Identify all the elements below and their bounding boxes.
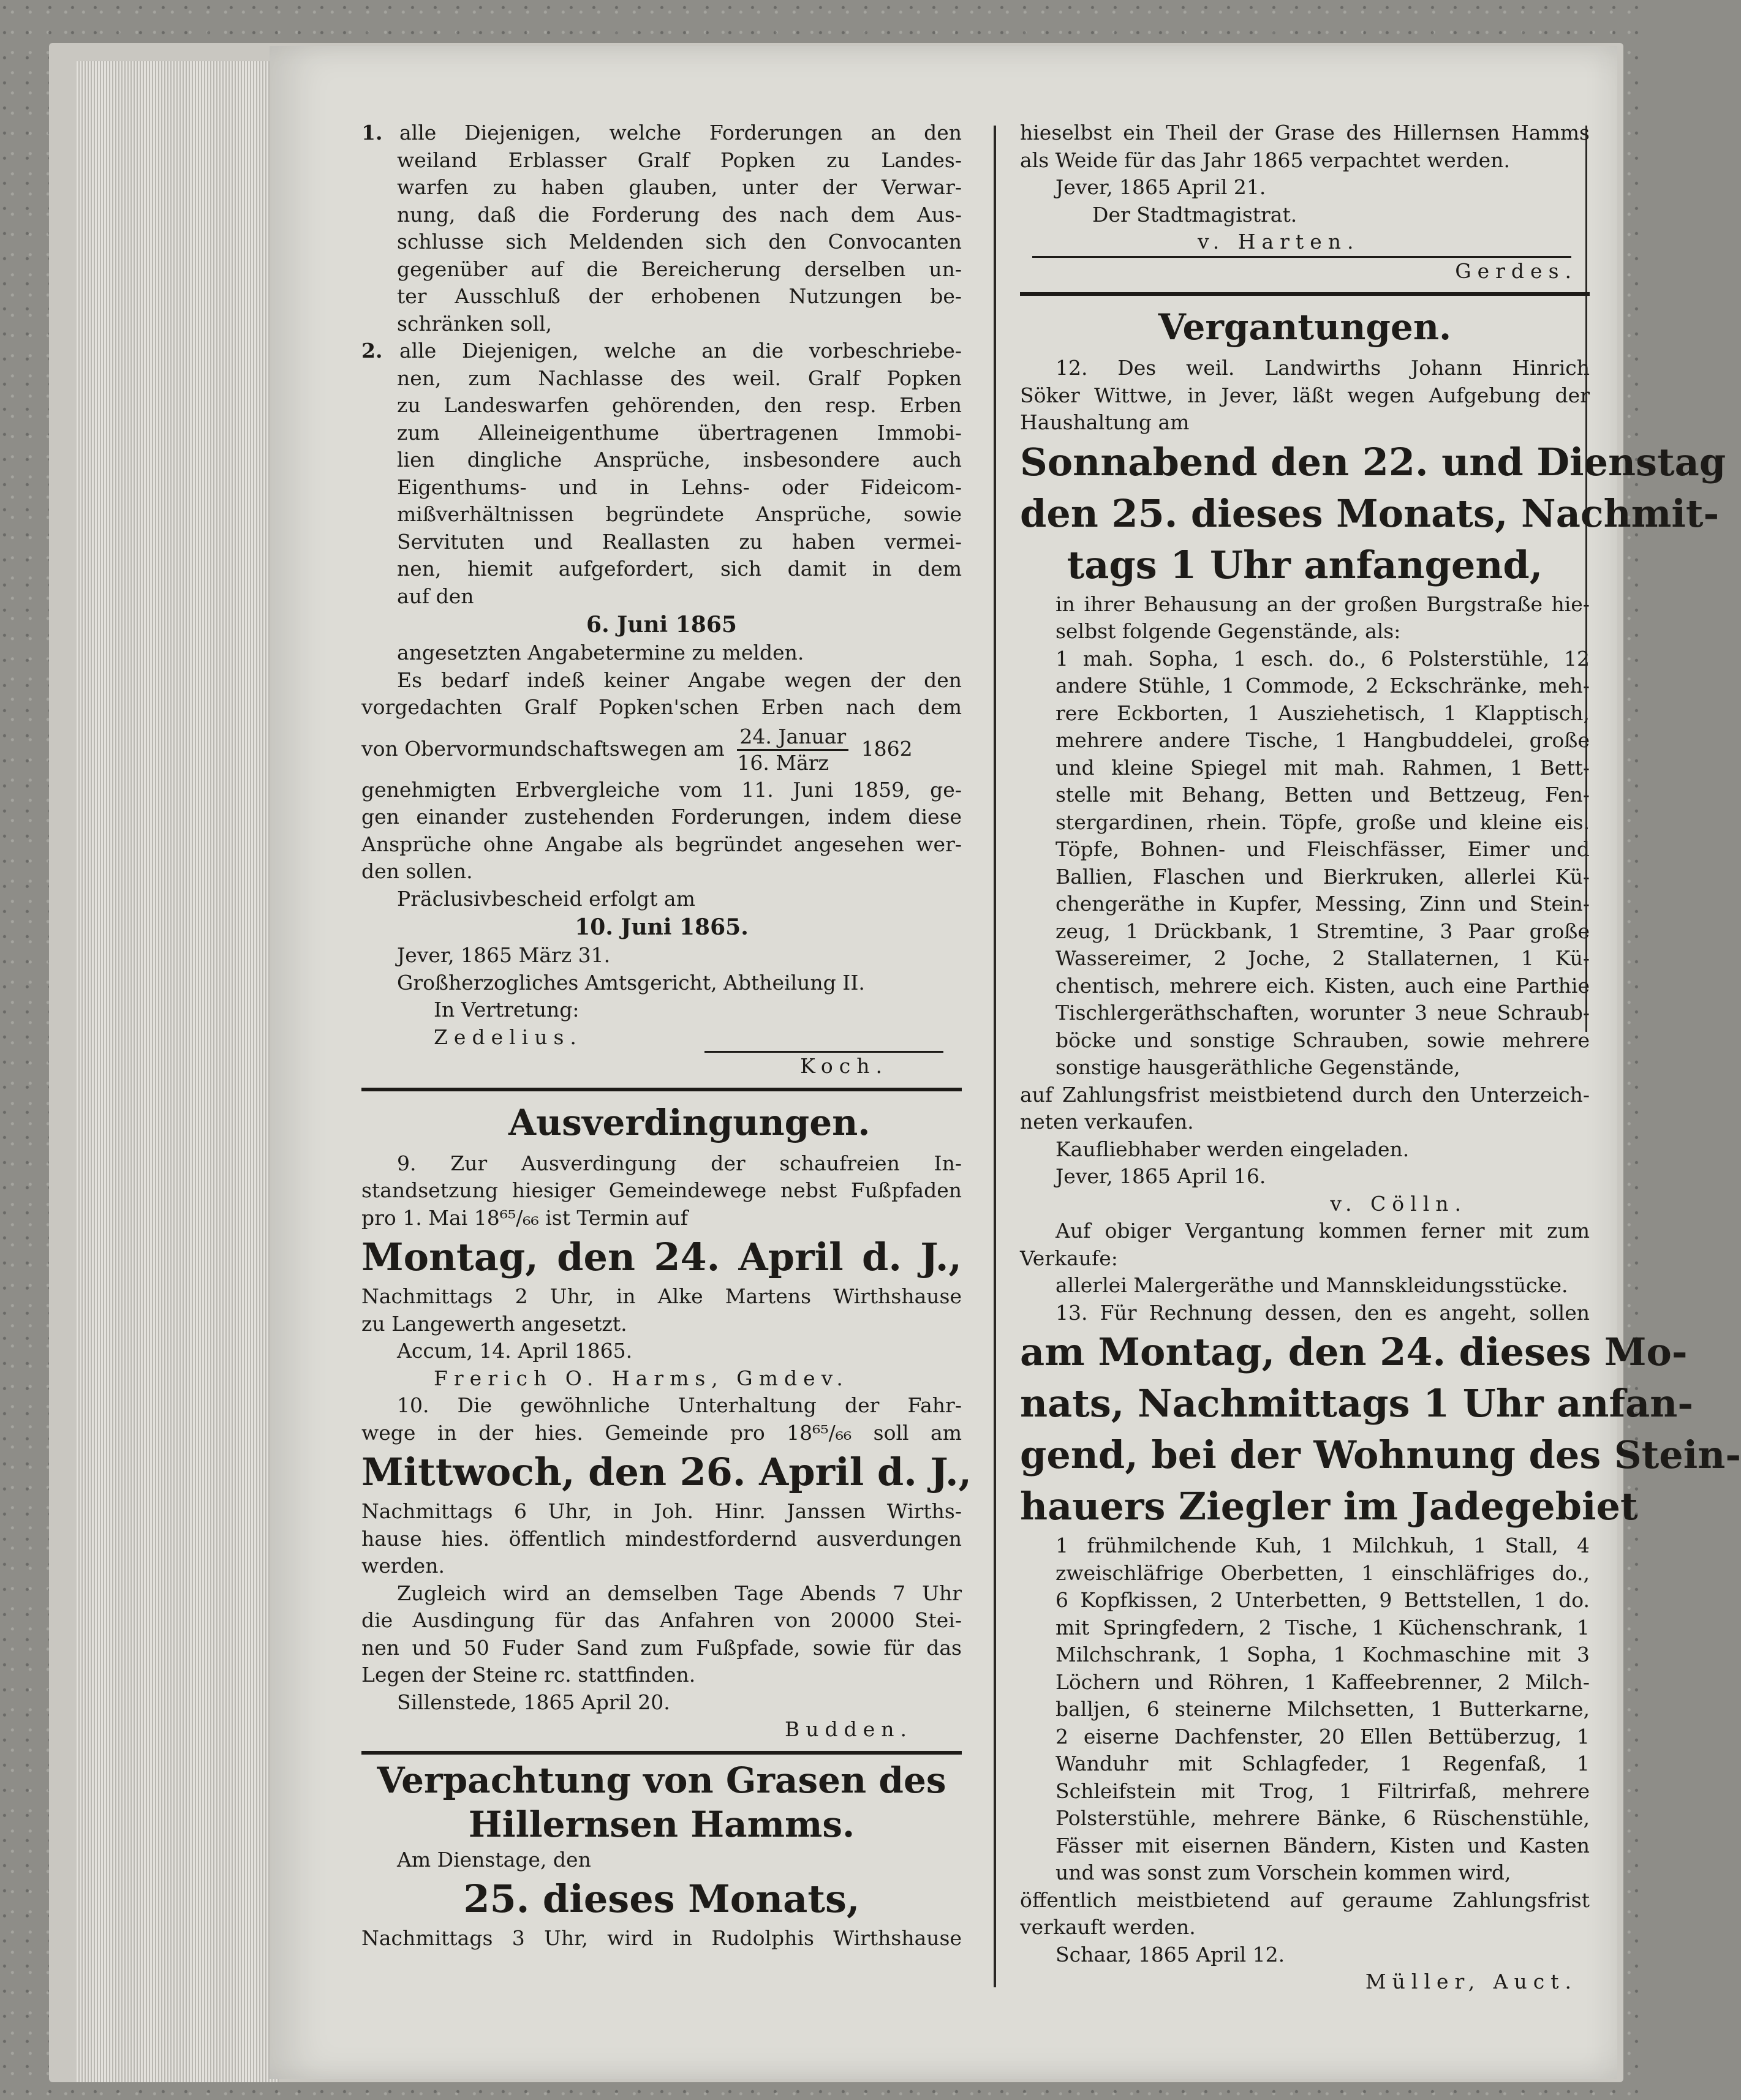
text-line: auf den	[397, 584, 474, 608]
list-line: Milchschrank, 1 Sopha, 1 Kochmaschine mit 3	[1056, 1643, 1590, 1666]
section-heading-verpachtung: Verpachtung von Grasen des	[377, 1759, 946, 1801]
text-line: Am Dienstage, den	[397, 1847, 591, 1872]
text-line: weiland Erblasser Gralf Popken zu Landes-	[397, 148, 962, 172]
text-line: Kaufliebhaber werden eingeladen.	[1056, 1137, 1410, 1161]
text-line: Verkaufe:	[1020, 1246, 1118, 1270]
big-date-line: hauers Ziegler im Jadegebiet	[1020, 1484, 1638, 1529]
list-line: sonstige hausgeräthliche Gegenstände,	[1056, 1055, 1460, 1079]
big-date-line: Mittwoch, den 26. April d. J.,	[361, 1450, 972, 1494]
text-line: Haushaltung am	[1020, 410, 1190, 434]
section-heading-verpachtung-2: Hillernsen Hamms.	[468, 1803, 855, 1845]
text-line: Präclusivbescheid erfolgt am	[397, 886, 695, 911]
text-line: 9. Zur Ausverdingung der schaufreien In-	[397, 1151, 962, 1175]
signature: Zedelius.	[434, 1025, 583, 1049]
signature: Koch.	[800, 1054, 888, 1078]
place-date: Sillenstede, 1865 April 20.	[397, 1690, 670, 1714]
text-line: neten verkaufen.	[1020, 1110, 1194, 1134]
text-line: gegenüber auf die Bereicherung derselben un-	[397, 257, 962, 281]
signature: Budden.	[784, 1717, 913, 1741]
big-date-line: gend, bei der Wohnung des Stein-	[1020, 1432, 1741, 1477]
text-line: selbst folgende Gegenstände, als:	[1056, 619, 1401, 643]
text-line: nen, zum Nachlasse des weil. Gralf Popken	[397, 366, 962, 390]
text-line: zu Landeswarfen gehörenden, den resp. Erben	[397, 393, 962, 417]
text-line: 10. Die gewöhnliche Unterhaltung der Fahr-	[397, 1393, 962, 1417]
text-line: Ansprüche ohne Angabe als begründet angesehen wer-	[361, 832, 962, 856]
signature: Müller, Auct.	[1365, 1970, 1577, 1993]
list-line: Wanduhr mit Schlagfeder, 1 Regenfaß, 1	[1056, 1752, 1590, 1775]
text-line: Servituten und Reallasten zu haben vermei-	[397, 529, 962, 554]
list-line: 6 Kopfkissen, 2 Unterbetten, 9 Bettstellen, 1 do.	[1056, 1588, 1590, 1612]
text-line: alle Diejenigen, welche Forderungen an den	[399, 121, 962, 145]
page-stack-edge	[77, 61, 279, 2082]
section-divider	[1020, 292, 1590, 296]
text-line: 12. Des weil. Landwirths Johann Hinrich	[1056, 356, 1590, 380]
column-divider	[994, 126, 996, 1987]
list-line: stergardinen, rhein. Töpfe, große und kleine eis.	[1056, 810, 1590, 834]
left-column	[361, 119, 972, 1952]
text-line: vorgedachten Gralf Popken'schen Erben nach dem	[361, 695, 962, 719]
place-date: Jever, 1865 März 31.	[397, 943, 611, 967]
text-line: öffentlich meistbietend auf geraume Zahlungsfrist	[1020, 1887, 1590, 1912]
list-line: Wassereimer, 2 Joche, 2 Stallaternen, 1 Kü-	[1056, 946, 1590, 970]
list-number: 2.	[361, 339, 383, 363]
text-line: Eigenthums- und in Lehns- oder Fideicom-	[397, 475, 962, 499]
section-heading-vergantungen: Vergantungen.	[1158, 306, 1452, 348]
place-date: Accum, 14. April 1865.	[397, 1339, 633, 1363]
list-line: balljen, 6 steinerne Milchsetten, 1 Butterkarne,	[1056, 1697, 1590, 1721]
big-date-line: Sonnabend den 22. und Dienstag	[1020, 439, 1726, 484]
termin-date: 6. Juni 1865	[586, 612, 737, 638]
text-line: standsetzung hiesiger Gemeindewege nebst Fußpfaden	[361, 1178, 962, 1202]
list-line: chengeräthe in Kupfer, Messing, Zinn und Stein-	[1056, 892, 1590, 916]
list-line: Schleifstein mit Trog, 1 Filtrirfaß, mehrere	[1056, 1778, 1590, 1803]
list-line: und kleine Spiegel mit mah. Rahmen, 1 Bett-	[1056, 755, 1590, 780]
text-line: den sollen.	[361, 859, 473, 883]
text-line: lien dingliche Ansprüche, insbesondere auch	[397, 448, 962, 472]
big-date-line: tags 1 Uhr anfangend,	[1067, 542, 1543, 587]
list-line: Fässer mit eisernen Bändern, Kisten und Kasten	[1056, 1833, 1590, 1857]
text-line: hause hies. öffentlich mindestfordernd ausverdungen	[361, 1526, 962, 1551]
text-line: alle Diejenigen, welche an die vorbeschriebe-	[399, 339, 962, 363]
list-line: Löchern und Röhren, 1 Kaffeebrenner, 2 Milch-	[1056, 1669, 1590, 1694]
praeclusiv-date: 10. Juni 1865.	[575, 914, 749, 940]
section-heading-ausverdingungen: Ausverdingungen.	[508, 1101, 870, 1143]
place-date: Jever, 1865 April 21.	[1056, 175, 1266, 199]
text-line: schränken soll,	[397, 311, 553, 336]
right-column	[1020, 119, 1741, 1996]
list-line: rere Eckborten, 1 Ausziehetisch, 1 Klapptisch,	[1056, 701, 1590, 725]
list-number: 1.	[361, 121, 383, 145]
text-line: 13. Für Rechnung dessen, den es angeht, sollen	[1056, 1300, 1590, 1325]
date-fraction	[737, 724, 848, 775]
text-line: in ihrer Behausung an der großen Burgstraße hie-	[1056, 592, 1590, 616]
fraction-year: 1862	[861, 736, 913, 761]
text-line: gen einander zustehenden Forderungen, indem diese	[361, 805, 962, 829]
text-line: ter Ausschluß der erhobenen Nutzungen be-	[397, 284, 962, 308]
place-date: Schaar, 1865 April 12.	[1056, 1942, 1285, 1966]
text-line: zu Langewerth angesetzt.	[361, 1311, 627, 1336]
list-line: mehrere andere Tische, 1 Hangbuddelei, große	[1056, 728, 1590, 752]
list-line: chentisch, mehrere eich. Kisten, auch eine Parthie	[1056, 973, 1590, 998]
text-line: warfen zu haben glauben, unter der Verwar-	[397, 175, 962, 199]
signature: v. Cölln.	[1330, 1191, 1467, 1216]
list-line: stelle mit Behang, Betten und Bettzeug, Fen-	[1056, 783, 1590, 807]
text-line: von Obervormundschaftswegen am	[361, 736, 725, 761]
section-divider	[361, 1751, 962, 1755]
text-line: nen und 50 Fuder Sand zum Fußpfade, sowie für das	[361, 1635, 962, 1660]
text-line: auf Zahlungsfrist meistbietend durch den Unterzeich-	[1020, 1082, 1590, 1107]
newspaper-page	[270, 46, 1741, 2079]
list-line: zweischläfrige Oberbetten, 1 einschläfriges do.,	[1056, 1560, 1590, 1585]
text-line: nen, hiemit aufgefordert, sich damit in dem	[397, 557, 962, 581]
big-date-line: am Montag, den 24. dieses Mo-	[1020, 1330, 1688, 1374]
list-line: Ballien, Flaschen und Bierkruken, allerlei Kü-	[1056, 864, 1590, 889]
signature: Frerich O. Harms, Gmdev.	[434, 1366, 849, 1390]
text-line: Nachmittags 2 Uhr, in Alke Martens Wirthshause	[361, 1284, 962, 1308]
text-line: werden.	[361, 1554, 445, 1578]
signature: v. Harten.	[1198, 230, 1360, 254]
text-line: Zugleich wird an demselben Tage Abends 7 Uhr	[397, 1581, 962, 1605]
list-line: allerlei Malergeräthe und Mannskleidungsstücke.	[1056, 1273, 1568, 1297]
text-line: Auf obiger Vergantung kommen ferner mit zum	[1056, 1219, 1590, 1243]
list-line: 1 mah. Sopha, 1 esch. do., 6 Polsterstühle, 12	[1056, 646, 1590, 671]
text-line: pro 1. Mai 18⁶⁵/₆₆ ist Termin auf	[361, 1205, 688, 1230]
text-line: Es bedarf indeß keiner Angabe wegen der den	[397, 668, 962, 692]
list-line: Tischlergeräthschaften, worunter 3 neue Schraub-	[1056, 1001, 1590, 1025]
text-line: schlusse sich Meldenden sich den Convocanten	[397, 230, 962, 254]
list-item-2	[361, 337, 962, 610]
big-date-line: 25. dieses Monats,	[463, 1876, 860, 1921]
place-date: Jever, 1865 April 16.	[1056, 1164, 1266, 1188]
text-line: verkauft werden.	[1020, 1915, 1196, 1939]
fraction-line	[361, 721, 962, 777]
fraction-top: 24. Januar	[737, 724, 848, 751]
list-line: mit Springfedern, 2 Tische, 1 Küchenschrank, 1	[1056, 1615, 1590, 1639]
fraction-bottom: 16. März	[737, 751, 829, 775]
list-line: 1 frühmilchende Kuh, 1 Milchkuh, 1 Stall, 4	[1056, 1534, 1590, 1557]
text-line: zum Alleineigenthume übertragenen Immobi-	[397, 420, 962, 445]
text-line: In Vertretung:	[434, 998, 580, 1022]
text-line: die Ausdingung für das Anfahren von 20000 Stei-	[361, 1608, 962, 1632]
text-line: als Weide für das Jahr 1865 verpachtet werden.	[1020, 148, 1510, 172]
list-item-1	[361, 119, 962, 337]
list-line: andere Stühle, 1 Commode, 2 Eckschränke, meh-	[1056, 674, 1590, 698]
list-line: böcke und sonstige Schrauben, sowie mehrere	[1056, 1028, 1590, 1052]
text-line: nung, daß die Forderung des nach dem Aus-	[397, 202, 962, 227]
court-name: Großherzogliches Amtsgericht, Abtheilung II.	[397, 970, 865, 995]
list-line: 2 eiserne Dachfenster, 20 Ellen Bettüberzug, 1	[1056, 1724, 1590, 1748]
text-line: Nachmittags 6 Uhr, in Joh. Hinr. Janssen Wirths-	[361, 1499, 962, 1523]
text-line: Legen der Steine rc. stattfinden.	[361, 1663, 696, 1687]
authority: Der Stadtmagistrat.	[1092, 202, 1297, 227]
text-line: wege in der hies. Gemeinde pro 18⁶⁵/₆₆ soll am	[361, 1420, 962, 1445]
text-line: genehmigten Erbvergleiche vom 11. Juni 1859, ge-	[361, 777, 962, 802]
big-date-line: Montag, den 24. April d. J.,	[361, 1235, 962, 1279]
text-line: hieselbst ein Theil der Grase des Hillernsen Hamms	[1020, 121, 1590, 145]
signature: Gerdes.	[1455, 258, 1577, 283]
text-line: angesetzten Angabetermine zu melden.	[397, 641, 804, 664]
list-line: Töpfe, Bohnen- und Fleischfässer, Eimer und	[1056, 837, 1590, 861]
text-line: Nachmittags 3 Uhr, wird in Rudolphis Wirthshause	[361, 1926, 962, 1950]
text-line: Söker Wittwe, in Jever, läßt wegen Aufgebung der	[1020, 383, 1590, 407]
big-date-line: den 25. dieses Monats, Nachmit-	[1020, 491, 1720, 536]
big-date-line: nats, Nachmittags 1 Uhr anfan-	[1020, 1381, 1694, 1426]
list-line: Polsterstühle, mehrere Bänke, 6 Rüschenstühle,	[1056, 1806, 1590, 1830]
list-line: zeug, 1 Drückbank, 1 Stremtine, 3 Paar große	[1056, 919, 1590, 943]
list-line: und was sonst zum Vorschein kommen wird,	[1056, 1861, 1511, 1884]
text-line: mißverhältnissen begründete Ansprüche, sowie	[397, 502, 962, 526]
section-divider	[361, 1088, 962, 1091]
